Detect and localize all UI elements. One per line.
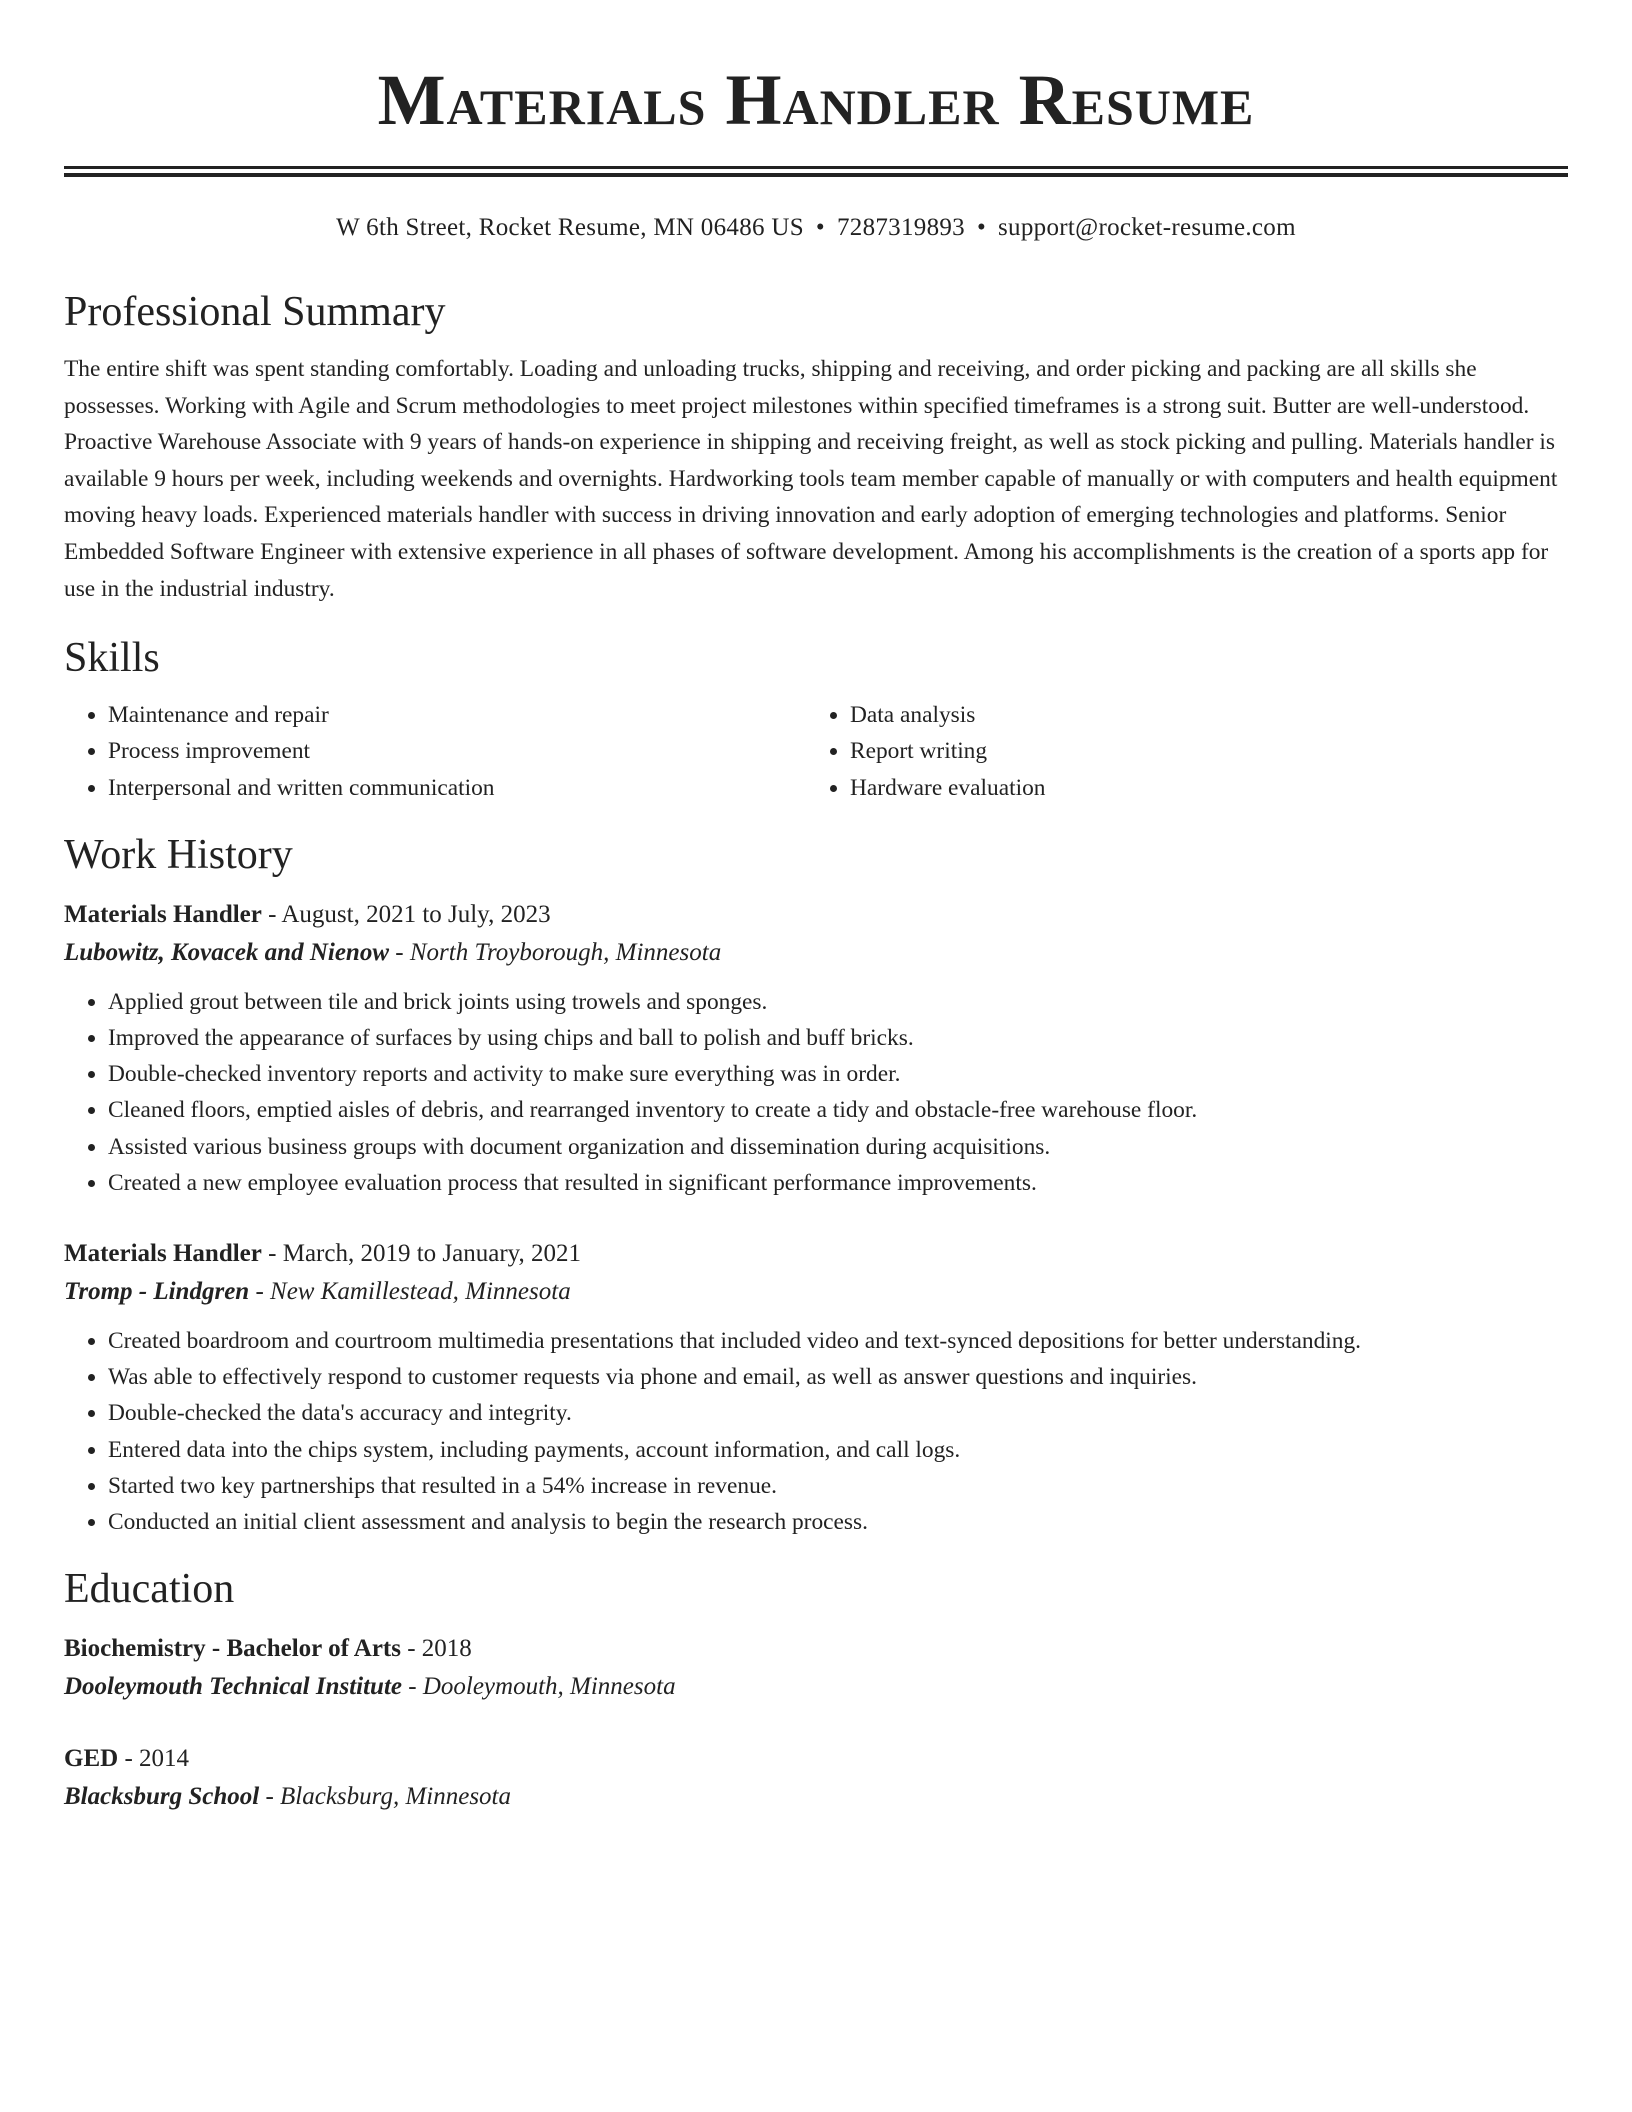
job-bullets	[64, 984, 1568, 1201]
job-company-line	[64, 1273, 1568, 1311]
page-title: Materials Handler Resume	[377, 60, 1255, 140]
skill-item: • Maintenance and repair	[108, 697, 806, 733]
education-entry	[64, 1630, 1568, 1706]
education-school-line	[64, 1778, 1568, 1816]
education-degree-line	[64, 1740, 1568, 1778]
summary-heading: Professional Summary	[64, 289, 446, 335]
skill-item: • Data analysis	[850, 697, 1548, 733]
list-item: • Cleaned floors, emptied aisles of debris, and rearranged inventory to create a tidy and obstacle-free warehouse floor.	[108, 1092, 1568, 1128]
education-heading: Education	[64, 1566, 235, 1613]
skills-heading: Skills	[64, 635, 160, 682]
job-company: Lubowitz, Kovacek and Nienow	[64, 938, 390, 966]
education-entry	[64, 1740, 1568, 1816]
work-history-heading: Work History	[64, 831, 293, 878]
contact-separator: •	[815, 214, 825, 241]
skill-item: • Report writing	[850, 733, 1548, 769]
list-item: • Started two key partnerships that resulted in a 54% increase in revenue.	[108, 1468, 1568, 1504]
skill-item: • Hardware evaluation	[850, 770, 1548, 806]
job-dates: - March, 2019 to January, 2021	[261, 1239, 582, 1267]
education-degree: GED	[64, 1745, 119, 1773]
education-school: Dooleymouth Technical Institute	[64, 1673, 403, 1701]
job-title: Materials Handler	[64, 900, 262, 928]
list-item: • Entered data into the chips system, including payments, account information, and call logs.	[108, 1432, 1568, 1468]
job-location: - North Troyborough, Minnesota	[389, 938, 722, 966]
list-item: • Improved the appearance of surfaces by using chips and ball to polish and buff bricks.	[108, 1020, 1568, 1056]
list-item: • Conducted an initial client assessment and analysis to begin the research process.	[108, 1504, 1568, 1540]
education-degree: Biochemistry - Bachelor of Arts	[64, 1635, 401, 1663]
list-item: • Created a new employee evaluation process that resulted in significant performance improvements.	[108, 1165, 1568, 1201]
skill-item: • Interpersonal and written communication	[108, 770, 806, 806]
job-title: Materials Handler	[64, 1239, 262, 1267]
job-entry	[64, 1235, 1568, 1540]
contact-address: W 6th Street, Rocket Resume, MN 06486 US	[336, 214, 804, 241]
contact-phone: 7287319893	[836, 214, 965, 241]
job-company: Tromp - Lindgren	[64, 1277, 250, 1305]
list-item: • Double-checked the data's accuracy and integrity.	[108, 1395, 1568, 1431]
job-company-line	[64, 934, 1568, 972]
education-year: - 2018	[400, 1635, 472, 1663]
list-item: • Was able to effectively respond to customer requests via phone and email, as well as answer questions and inquiries.	[108, 1359, 1568, 1395]
list-item: • Applied grout between tile and brick joints using trowels and sponges.	[108, 984, 1568, 1020]
education-degree-line	[64, 1630, 1568, 1668]
job-bullets	[64, 1323, 1568, 1540]
contact-separator: •	[976, 214, 987, 241]
education-school-line	[64, 1668, 1568, 1706]
skill-item: • Process improvement	[108, 733, 806, 769]
skills-column-right	[806, 697, 1548, 806]
summary-text: The entire shift was spent standing comfortably. Loading and unloading trucks, shipping and receiving, and order picking and packing are all skills she possesses. Working with Agile and Scrum methodologies to meet project milestones within specified timeframes is a strong suit. Butter are well-understood. Proactive Warehouse Associate with 9 years of hands-on experience in shipping and receiving freight, as well as stock picking and pulling. Materials handler is available 9 hours per week, including weekends and overnights. Hardworking tools team member capable of manually or with computers and health equipment moving heavy loads. Experienced materials handler with success in driving innovation and early adoption of emerging technologies and platforms. Senior Embedded Software Engineer with extensive experience in all phases of software development. Among his accomplishments is the creation of a sports app for use in the industrial industry.	[64, 356, 1558, 602]
job-dates: - August, 2021 to July, 2023	[261, 900, 551, 928]
education-school: Blacksburg School	[64, 1783, 260, 1811]
job-location: - New Kamillestead, Minnesota	[249, 1277, 571, 1305]
job-entry	[64, 896, 1568, 1201]
education-year: - 2014	[118, 1745, 190, 1773]
skills-list	[64, 697, 1568, 806]
education-location: - Dooleymouth, Minnesota	[402, 1673, 676, 1701]
contact-email: support@rocket-resume.com	[998, 214, 1296, 241]
list-item: • Created boardroom and courtroom multimedia presentations that included video and text-synced depositions for better understanding.	[108, 1323, 1568, 1359]
contact-line	[64, 211, 1568, 245]
title-double-rule	[64, 166, 1568, 177]
list-item: • Assisted various business groups with document organization and dissemination during acquisitions.	[108, 1129, 1568, 1165]
job-title-line	[64, 1235, 1568, 1273]
list-item: • Double-checked inventory reports and activity to make sure everything was in order.	[108, 1056, 1568, 1092]
job-title-line	[64, 896, 1568, 934]
education-location: - Blacksburg, Minnesota	[259, 1783, 511, 1811]
skills-column-left	[64, 697, 806, 806]
